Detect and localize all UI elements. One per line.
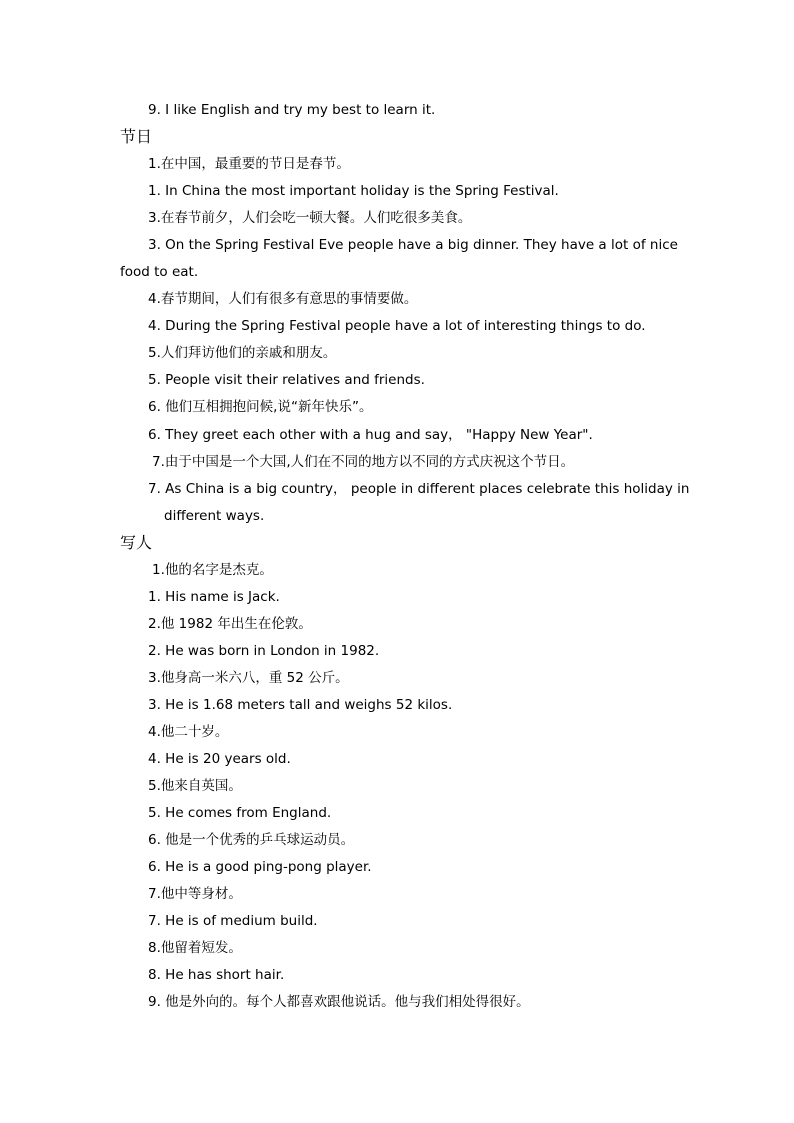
festival-line-4-en: 4. During the Spring Festival people have a lot of interesting things to do. [148, 318, 646, 334]
person-line-3-en: 3. He is 1.68 meters tall and weighs 52 kilos. [148, 697, 453, 713]
festival-line-3-en-cont: food to eat. [120, 264, 199, 280]
festival-line-7-en: 7. As China is a big country， people in different places celebrate this holiday in [148, 481, 690, 497]
festival-line-3-en: 3. On the Spring Festival Eve people have a big dinner. They have a lot of nice [148, 237, 678, 253]
person-line-9-cn: 9. 他是外向的。每个人都喜欢跟他说话。他与我们相处得很好。 [148, 994, 530, 1010]
person-line-2-cn: 2.他 1982 年出生在伦敦。 [148, 616, 312, 632]
person-line-2-en: 2. He was born in London in 1982. [148, 643, 380, 659]
festival-line-3-cn: 3.在春节前夕，人们会吃一顿大餐。人们吃很多美食。 [148, 210, 472, 226]
festival-line-7-cn: 7.由于中国是一个大国,人们在不同的地方以不同的方式庆祝这个节日。 [152, 454, 575, 470]
person-line-4-en: 4. He is 20 years old. [148, 751, 291, 767]
person-line-6-en: 6. He is a good ping-pong player. [148, 859, 372, 875]
person-line-5-en: 5. He comes from England. [148, 805, 332, 821]
person-line-1-cn: 1.他的名字是杰克。 [152, 562, 273, 578]
festival-line-6-cn: 6. 他们互相拥抱问候,说“新年快乐”。 [148, 399, 373, 415]
festival-line-7-en-cont: different ways. [164, 508, 265, 524]
festival-line-1-en: 1. In China the most important holiday is the Spring Festival. [148, 183, 559, 199]
person-line-8-en: 8. He has short hair. [148, 967, 285, 983]
person-line-5-cn: 5.他来自英国。 [148, 778, 242, 794]
person-line-4-cn: 4.他二十岁。 [148, 724, 229, 740]
person-line-6-cn: 6. 他是一个优秀的乒乓球运动员。 [148, 832, 355, 848]
section-heading-person: 写人 [120, 533, 153, 552]
festival-line-1-cn: 1.在中国，最重要的节日是春节。 [148, 156, 350, 172]
person-line-7-en: 7. He is of medium build. [148, 913, 318, 929]
person-line-7-cn: 7.他中等身材。 [148, 886, 242, 902]
person-line-1-en: 1. His name is Jack. [148, 589, 280, 605]
person-line-3-cn: 3.他身高一米六八，重 52 公斤。 [148, 670, 349, 686]
person-line-8-cn: 8.他留着短发。 [148, 940, 242, 956]
festival-line-4-cn: 4.春节期间，人们有很多有意思的事情要做。 [148, 291, 418, 307]
festival-line-5-en: 5. People visit their relatives and friends. [148, 372, 425, 388]
top-sentence: 9. I like English and try my best to learn it. [148, 102, 436, 118]
festival-line-5-cn: 5.人们拜访他们的亲戚和朋友。 [148, 345, 337, 361]
section-heading-festival: 节日 [120, 127, 153, 146]
festival-line-6-en: 6. They greet each other with a hug and say， "Happy New Year". [148, 427, 593, 443]
